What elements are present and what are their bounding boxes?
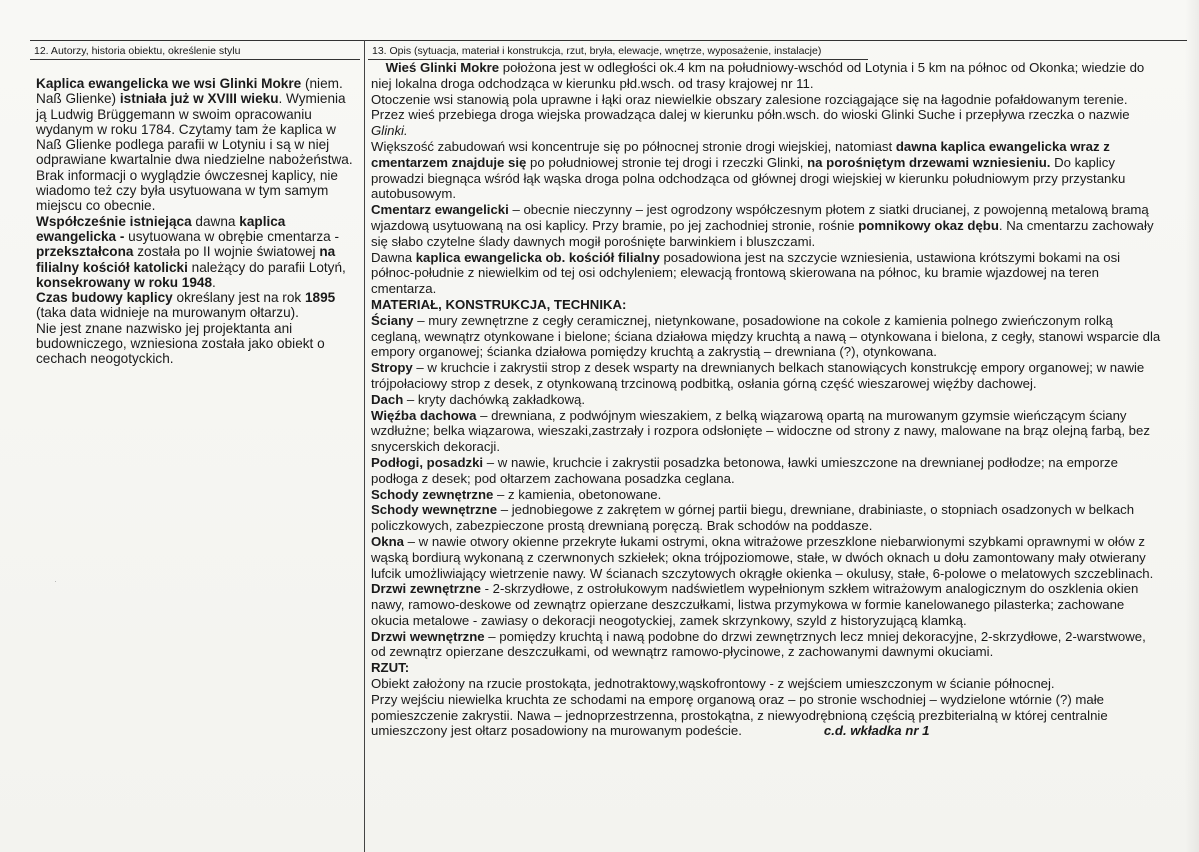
desc-floors [371,455,1161,487]
desc-roof [371,392,1161,408]
bold-run: Współcześnie istniejąca [36,213,192,229]
desc-windows [371,534,1161,581]
bold-run: RZUT: [371,660,410,676]
history-paragraph-3 [36,214,358,290]
bold-run: Drzwi wewnętrzne [371,628,485,644]
bold-run: Stropy [371,360,413,376]
desc-walls [371,313,1161,360]
bold-run: Czas budowy kaplicy [36,290,173,306]
text-run: Przy wejściu niewielka kruchta ze schodami na emporę organową oraz – po stronie wschodniej – wydzielone wtórnie (?) małe pomieszczenie zakrystii. Nawa – jednoprzestrzenna, prostokątna, z niewyodrębnioną częścią prezbiterialną w której centralnie umieszczony jest ołtarz posadowiony na murowanym podeście. [371,691,1108,739]
desc-internal-stairs [371,502,1161,534]
bold-run: Wieś Glinki Mokre [385,60,500,75]
text-run: położona jest w odległości ok.4 km na południowy-wschód od Lotynia i 5 km na północ od Okonka; wiedzie do niej lokalna droga odchodząca w kierunku płd.wsch. od trasy krajowej nr 11. [371,60,1145,91]
text-run: – jednobiegowe z zakrętem w górnej partii biegu, drewniane, drabiniaste, o stopniach osadzonych w belkach policzkowych, zabezpieczone prostą drewnianą poręczą. Brak schodów na poddasze. [371,502,1135,534]
bold-run: Schody wewnętrzne [371,502,498,518]
description-column [371,60,1161,739]
desc-location [371,60,1161,92]
bold-run: dawna kaplica ewangelicka wraz z cmentarzem znajduje się [371,138,1110,170]
history-paragraph-2: Brak informacji o wyglądzie ówczesnej kaplicy, nie wiadomo też czy była usytuowana w tym samym miejscu co obecnie. [36,167,338,214]
text-run: – w kruchcie i zakrystii strop z desek wsparty na drewnianych belkach stanowiących konstrukcję empory organowej; w nawie trójpołaciowy strop z desek, z otynkowaną trzcinową podbitką, osłania górną część wieszarowej więźby dachowej. [371,360,1145,391]
text-run: posadowiona jest na szczycie wzniesienia, ustawiona krótszymi bokami na osi północ-południe z niewielkim od tej osi odchyleniem; elewacją frontową skierowana na północ, ku bramie wjazdowej na teren cmentarza. [371,249,1121,297]
text-run: – obecnie nieczynny – jest ogrodzony współczesnym płotem z siatki drucianej, z powojenną metalową bramą wjazdową usytuowaną na osi kaplicy. Przy bramie, po jej zachodniej stronie, rośnie [371,202,1149,233]
bold-run: Dach [371,391,404,407]
text-run: Dawna [371,249,416,265]
desc-surroundings [371,92,1161,139]
scan-edge-shadow [1185,0,1199,852]
bold-run: istniała już w XVIII wieku [119,91,279,107]
desc-plan: Obiekt założony na rzucie prostokąta, jednotraktowy,wąskofrontowy - z wejściem umieszczonym w ścianie północnej. [371,676,1055,692]
bold-run: przekształcona [36,244,134,260]
bold-run: konsekrowany w roku 1948 [36,274,213,290]
text-run: (taka data widnieje na murowanym ołtarzu). [36,305,299,321]
text-run: . Na cmentarzu zachowały się słabo czytelne ślady dawnych mogił porośnięte barwinkiem i bluszczami. [371,217,1154,249]
history-paragraph-4 [36,290,358,321]
chapel-name: Kaplica ewangelicka we wsi Glinki Mokre [36,76,302,91]
text-run: po południowej stronie tej drogi i rzeczki Glinki, [526,154,808,170]
bold-run: MATERIAŁ, KONSTRUKCJA, TECHNIKA: [371,296,627,312]
continuation-note: c.d. wkładka nr 1 [823,723,930,739]
desc-truss [371,408,1161,455]
scan-speck: · [54,576,57,586]
desc-internal-doors [371,629,1161,661]
bold-run: 1895 [304,290,336,306]
text-run: – kryty dachówką zakładkową. [403,391,586,407]
desc-external-doors [371,581,1161,628]
text-run: została po II wojnie światowej [133,244,320,260]
text-run: określany jest na rok [172,290,305,306]
text-run: – z kamienia, obetonowane. [493,486,662,502]
text-run: usytuowana w obrębie cmentarza - [124,228,339,244]
bold-run: Więźba dachowa [371,407,477,423]
history-paragraph-5: Nie jest znane nazwisko jej projektanta ani budowniczego, wzniesiona została jako obiekt o cechach neogotyckich. [36,320,325,367]
bold-run: Podłogi, posadzki [371,454,484,470]
text-run: – drewniana, z podwójnym wieszakiem, z belką wiązarową opartą na murowanym gzymsie wieńczącym ściany wzdłużne; belka wiązarowa, wieszaki,zastrzały i rozpora odsłonięte – widoczne od strony z nawy, malowane na brąz olejną farbą, bez snycerskich dekoracji. [371,407,1150,455]
desc-chapel [371,250,1161,297]
italic-run: Glinki. [371,123,408,139]
bold-run: Okna [371,533,404,549]
text-run: Otoczenie wsi stanowią pola uprawne i łąki oraz niewielkie obszary zalesione rozciągające się na łagodnie pofałdowanym terenie. Przez wieś przebiega droga wiejska prowadząca dalej w kierunku półn.wsch. do wioski Glinki Suche i przepływa rzeczka o nazwie [371,91,1130,123]
bold-run: Ściany [371,312,414,328]
column-divider [364,40,365,852]
section-heading-material [371,297,1161,313]
text-run: . Wymienia ją Ludwig Brüggemann w swoim opracowaniu wydanym w roku 1784. Czytamy tam że kaplica w Naß Glienke podlega parafii w Lotyniu i są w niej odprawiane kwartalnie dwa niedzielne nabożeństwa. [36,91,353,168]
right-column-header: 13. Opis (sytuacja, materiał i konstrukcja, rzut, bryła, elewacje, wnętrze, wyposażenie, instalacje) [372,45,822,57]
left-column-header: 12. Autorzy, historia obiektu, określenie stylu [34,45,241,57]
text-run: – pomiędzy kruchtą i nawą podobne do drzwi zewnętrznych lecz mniej dekoracyjne, 2-skrzydłowe, 2-warstwowe, od zewnątrz opierzane deszczułkami, od wewnątrz ramowo-płycinowe, z zachowanymi dawnymi okuciami. [371,628,1146,660]
text-run: . [212,274,216,290]
text-run: - 2-skrzydłowe, z ostrołukowym nadświetlem wypełnionym szkłem witrażowym analogicznym do oszklenia okien nawy, ramowo-deskowe od zewnątrz opierzane deszczułkami, listwa przymykowa w formie kanelowanego pilasterka; zachowane okucia metalowe - zawiasy o dekoracji neogotyckiej, zamek skrzynkowy, szyld z historyzującą klamką. [371,581,1139,628]
bold-run: pomnikowy okaz dębu [858,217,999,233]
bold-run: Drzwi zewnętrzne [371,581,481,597]
bold-run: na porośniętym drzewami wzniesieniu. [807,154,1051,170]
desc-external-stairs [371,487,1161,503]
text-run: – w nawie, kruchcie i zakrystii posadzka betonowa, ławki umieszczone na drewnianej podłodze; na emporze podłoga z desek; pod ołtarzem zachowana posadzka ceglana. [371,454,1118,486]
desc-interior-layout [371,692,1161,739]
left-header-rule [30,59,360,60]
text-run: dawna [191,213,240,229]
bold-run: kaplica ewangelicka ob. kościół filialny [415,249,660,265]
section-heading-plan [371,660,1161,676]
history-paragraph-1 [36,76,358,168]
bold-run: Schody zewnętrzne [371,486,494,502]
bold-run: kaplica ewangelicka - [36,213,286,244]
text-run: Większość zabudowań wsi koncentruje się po północnej stronie drogi wiejskiej, natomiast [371,138,896,154]
history-column [36,76,358,367]
desc-cemetery [371,202,1161,249]
bold-run: na filialny kościół katolicki [36,244,336,275]
desc-buildings [371,139,1161,202]
text-run: należący do parafii Lotyń, [187,259,346,275]
text-run: (niem. Naß Glienke) [36,76,343,107]
text-run: – w nawie otwory okienne przekryte łukami ostrymi, okna witrażowe przeszklone niebarwionymi szybkami oprawnymi w ołów z wąską bordiurą wykonaną z czerwnonych szkiełek; okna trójpoziomowe, stałe, w dwóch oknach u dołu zamontowany mały otwierany lufcik umożliwiający wietrzenie nawy. W ścianach szczytowych okrągłe okienka – okulusy, stałe, 6-polowe o melatowych szczeblinach. [371,533,1154,581]
bold-run: Cmentarz ewangelicki [371,202,509,218]
text-run: Do kaplicy prowadzi biegnąca wśród łąk wąska droga polna odchodząca od głównej drogi wiejskiej w kierunku południowym przy przystanku autobusowym. [371,154,1126,202]
top-border-line [30,40,1187,41]
text-run: – mury zewnętrzne z cegły ceramicznej, nietynkowane, posadowione na cokole z kamienia polnego zwieńczonym rolką ceglaną, wewnątrz otynkowane i bielone; ściana działowa między kruchtą a nawą – otynkowana i bielona, z cegły, stanowi wsparcie dla empory organowej; ścianka działowa pomiędzy kruchtą a zakrystią – drewniana (?), otynkowana. [371,312,1161,360]
desc-ceilings [371,360,1161,392]
